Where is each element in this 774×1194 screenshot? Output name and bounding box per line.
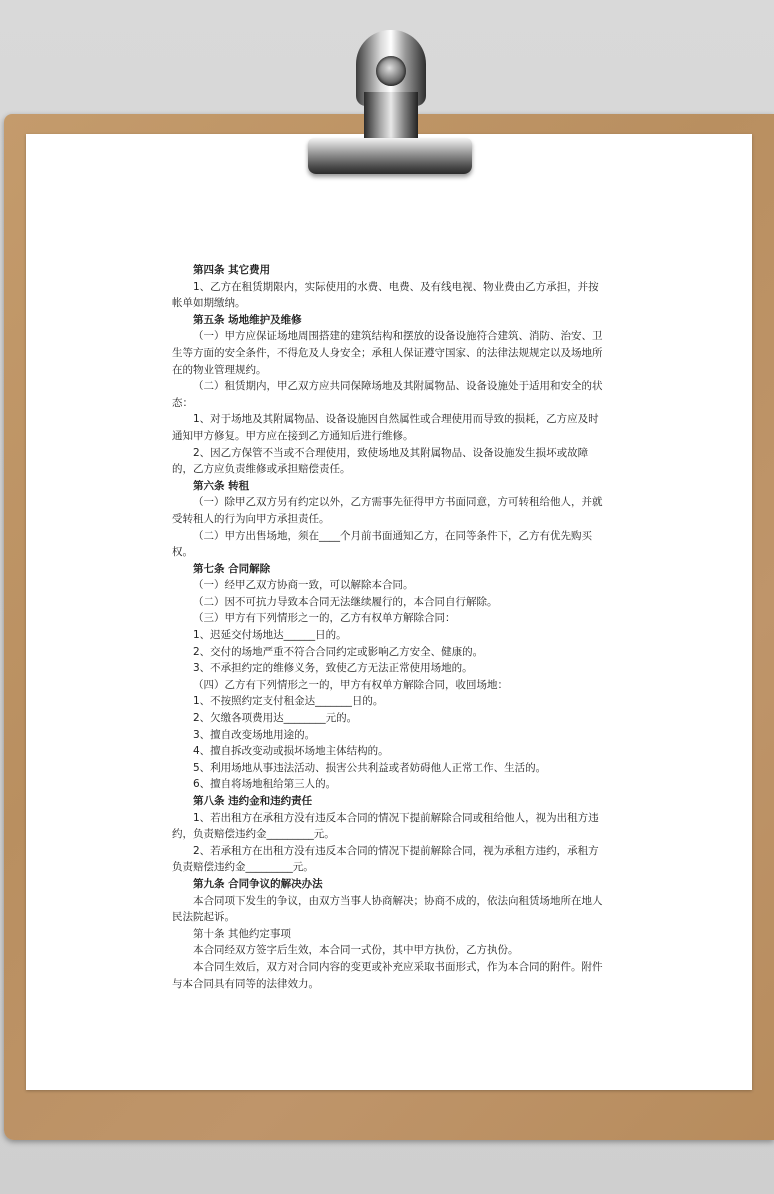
paragraph: （二）租赁期内，甲乙双方应共同保障场地及其附属物品、设备设施处于适用和安全的状态： — [172, 380, 603, 409]
paragraph: 5、利用场地从事违法活动、损害公共利益或者妨碍他人正常工作、生活的。 — [193, 761, 547, 774]
paragraph: 2、欠缴各项费用达________元的。 — [193, 712, 358, 725]
paragraph: 6、擅自将场地租给第三人的。 — [193, 778, 337, 791]
paragraph: 本合同生效后，双方对合同内容的变更或补充应采取书面形式，作为本合同的附件。附件与本合同具有同等的法律效力。 — [172, 960, 603, 990]
section-heading: 第六条 转租 — [193, 479, 250, 492]
paragraph: 1、对于场地及其附属物品、设备设施因自然属性或合理使用而导致的损耗，乙方应及时通知甲方修复。甲方应在接到乙方通知后进行维修。 — [172, 413, 599, 442]
document-body — [172, 262, 604, 992]
paragraph: （一）经甲乙双方协商一致，可以解除本合同。 — [193, 579, 414, 592]
paragraph: 2、若承租方在出租方没有违反本合同的情况下提前解除合同，视为承租方违约，承租方负责赔偿违约金_________元。 — [172, 844, 599, 874]
paragraph: 本合同经双方签字后生效，本合同一式份，其中甲方执份，乙方执份。 — [193, 944, 519, 957]
section-heading: 第五条 场地维护及维修 — [193, 313, 302, 326]
paragraph: 1、迟延交付场地达______日的。 — [193, 629, 347, 642]
paragraph: 1、乙方在租赁期限内，实际使用的水费、电费、及有线电视、物业费由乙方承担，并按帐单如期缴纳。 — [172, 280, 599, 310]
paragraph: 2、因乙方保管不当或不合理使用，致使场地及其附属物品、设备设施发生损坏或故障的，乙方应负责维修或承担赔偿责任。 — [172, 446, 589, 476]
section-heading: 第八条 违约金和违约责任 — [193, 795, 313, 807]
paragraph: 3、擅自改变场地用途的。 — [193, 728, 316, 741]
paragraph: （四）乙方有下列情形之一的，甲方有权单方解除合同，收回场地： — [193, 678, 508, 691]
paragraph: （二）甲方出售场地，须在____个月前书面通知乙方，在同等条件下，乙方有优先购买权。 — [172, 529, 592, 559]
paragraph: （二）因不可抗力导致本合同无法继续履行的，本合同自行解除。 — [193, 595, 498, 608]
paragraph: 3、不承担约定的维修义务，致使乙方无法正常使用场地的。 — [193, 662, 473, 675]
paragraph: 1、不按照约定支付租金达_______日的。 — [193, 695, 384, 708]
paragraph: 1、若出租方在承租方没有违反本合同的情况下提前解除合同或租给他人，视为出租方违约，负责赔偿违约金_________元。 — [172, 811, 599, 841]
paragraph: 4、擅自拆改变动或损坏场地主体结构的。 — [193, 745, 389, 758]
paragraph: （三）甲方有下列情形之一的，乙方有权单方解除合同： — [193, 612, 456, 625]
paragraph: 本合同项下发生的争议，由双方当事人协商解决；协商不成的，依法向租赁场地所在地人民法院起诉。 — [172, 894, 603, 924]
section-heading: 第四条 其它费用 — [193, 264, 271, 276]
clip-bar — [308, 138, 472, 174]
paragraph: （一）甲方应保证场地周围搭建的建筑结构和摆放的设备设施符合建筑、消防、治安、卫生等方面的安全条件，不得危及人身安全；承租人保证遵守国家、的法律法规规定以及场地所在的物业管理规约。 — [172, 330, 603, 376]
section-heading: 第九条 合同争议的解决办法 — [193, 877, 323, 890]
clip-hole — [376, 56, 406, 86]
section-heading: 第七条 合同解除 — [193, 562, 271, 575]
paragraph: 第十条 其他约定事项 — [193, 927, 291, 940]
paragraph: （一）除甲乙双方另有约定以外，乙方需事先征得甲方书面同意，方可转租给他人，并就受转租人的行为向甲方承担责任。 — [172, 496, 603, 525]
paragraph: 2、交付的场地严重不符合合同约定或影响乙方安全、健康的。 — [193, 645, 484, 658]
binder-clip — [300, 26, 480, 186]
